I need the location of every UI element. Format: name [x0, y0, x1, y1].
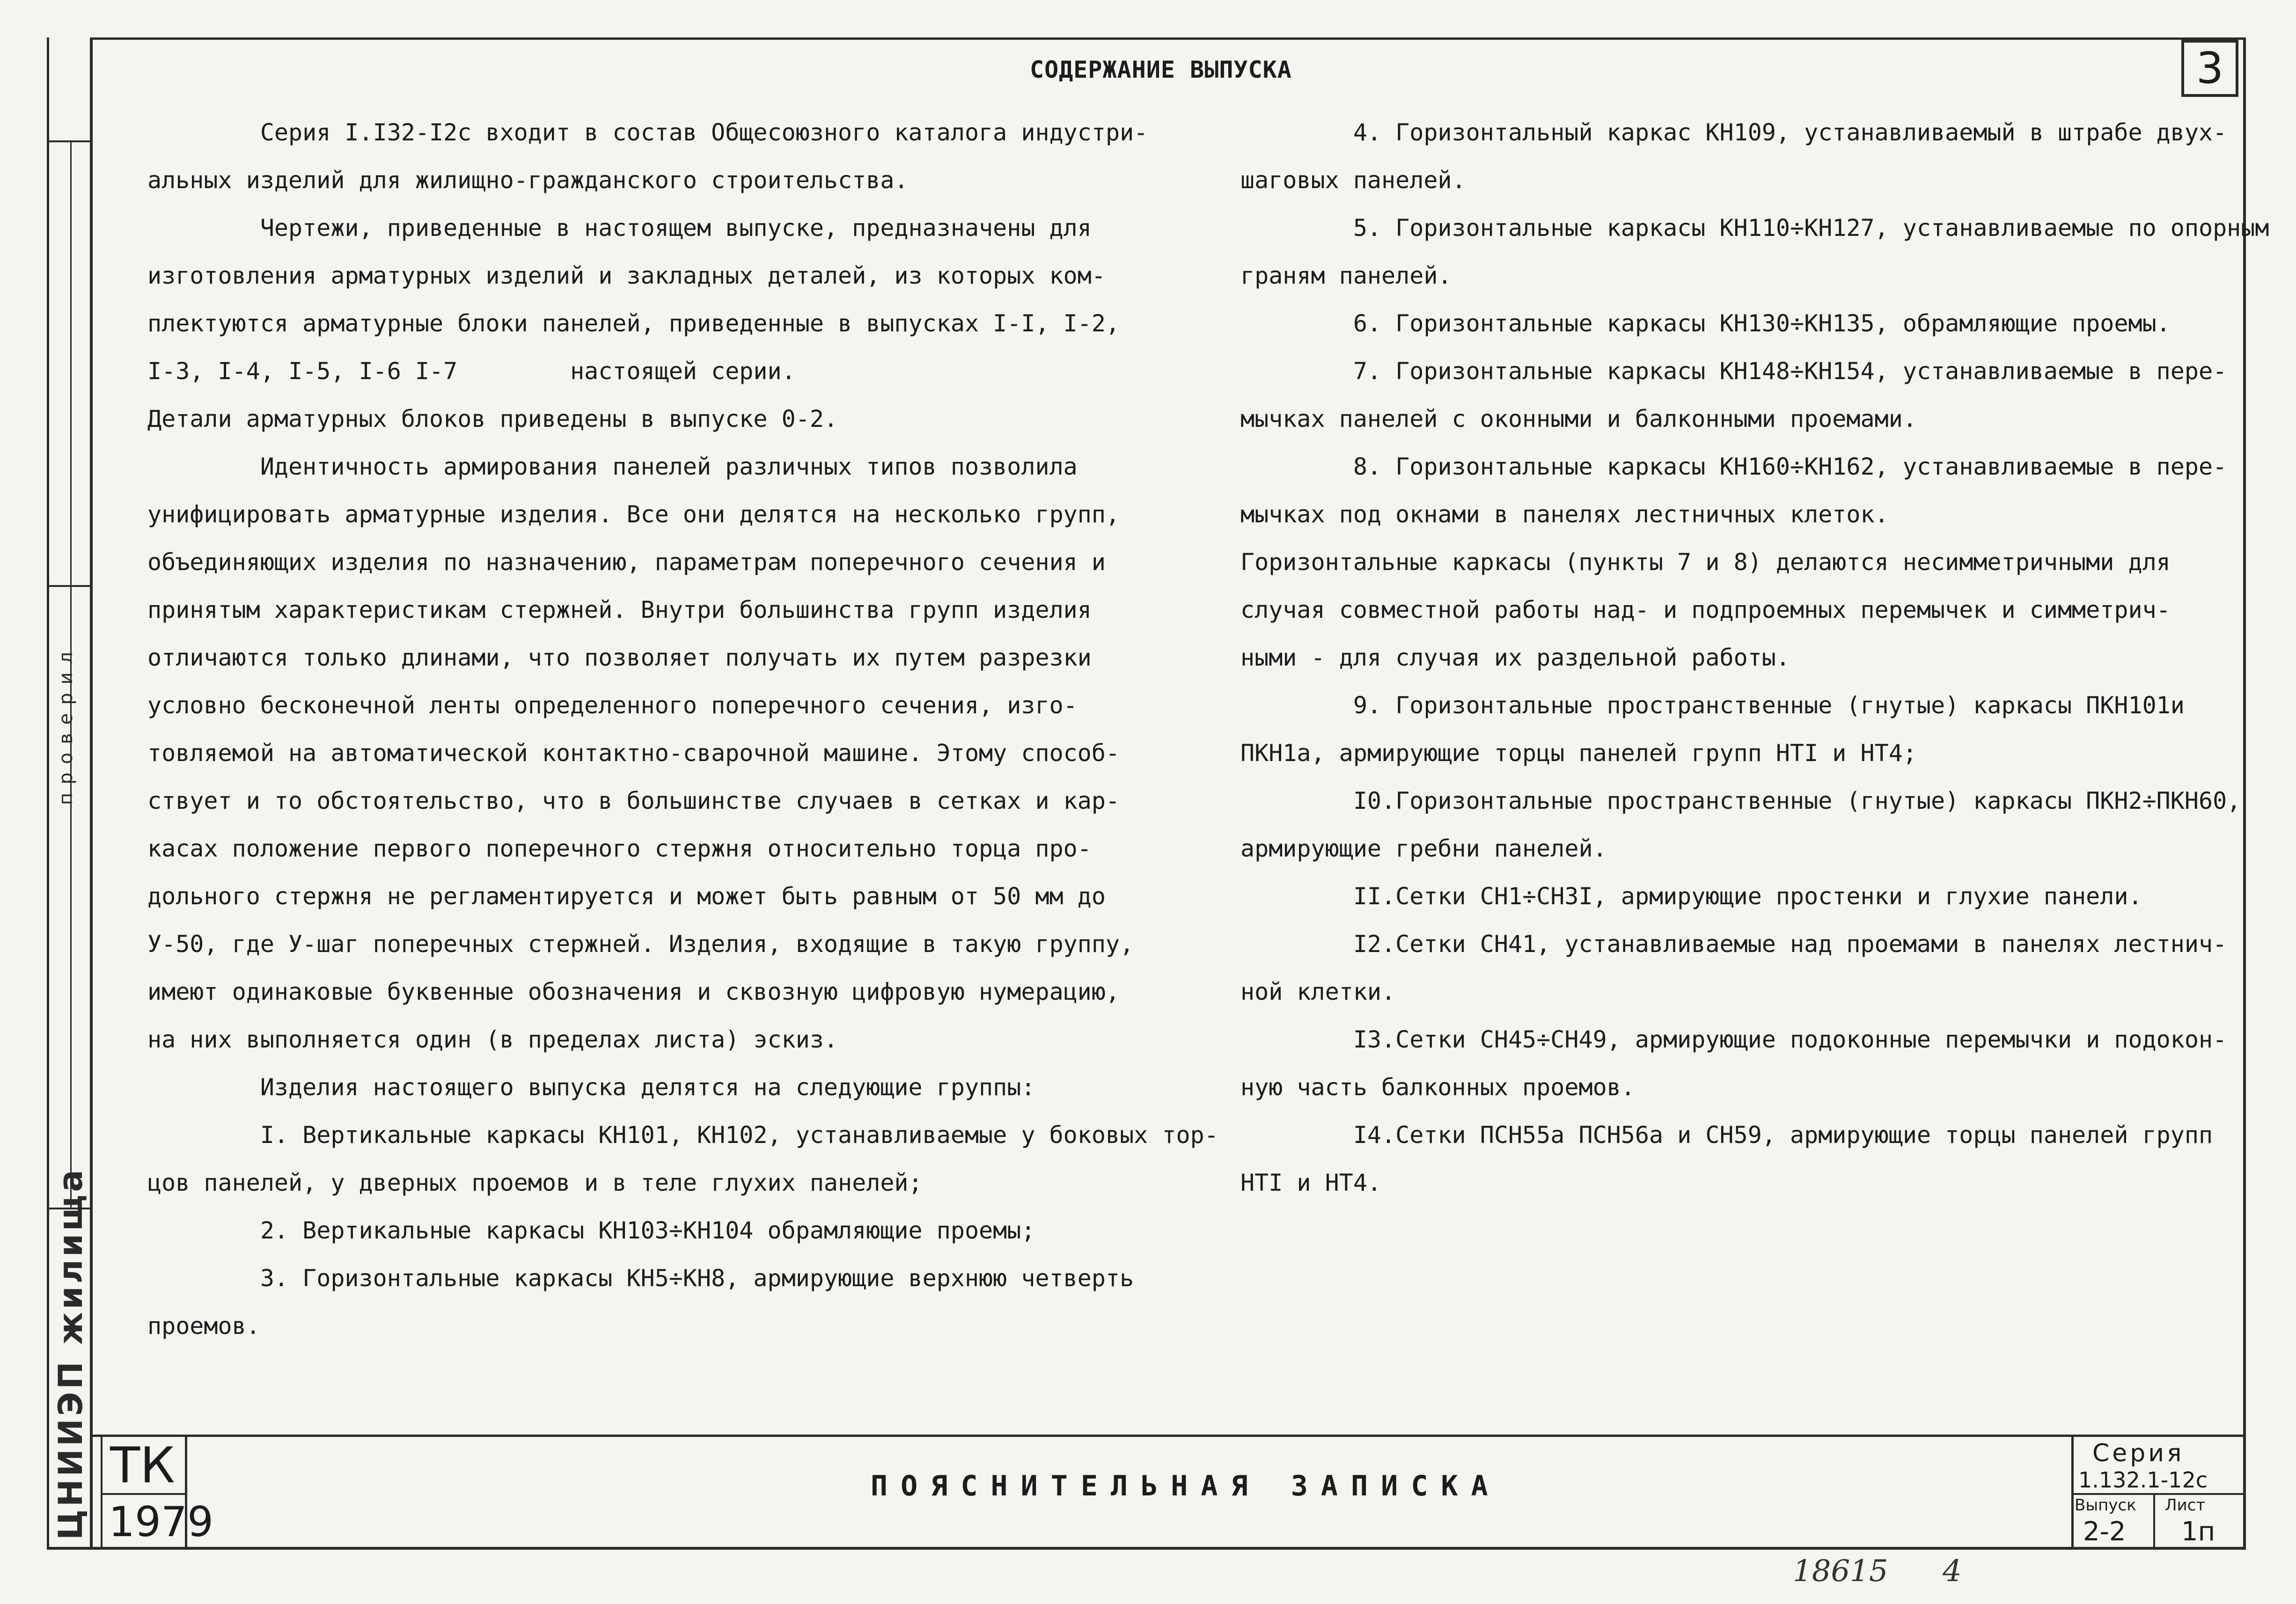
text-line: I2.Сетки СН41, устанавливаемые над проемами в панелях лестнич- [1240, 930, 2227, 958]
frame-bottom-line [47, 1547, 2246, 1550]
document-title: ПОЯСНИТЕЛЬНАЯ ЗАПИСКА [871, 1470, 1501, 1502]
text-line: унифицировать арматурные изделия. Все они делятся на несколько групп, [147, 501, 1120, 528]
text-line: 6. Горизонтальные каркасы КН130÷КН135, обрамляющие проемы. [1240, 310, 2171, 337]
text-line: I3.Сетки СН45÷СН49, армирующие подоконные перемычки и подокон- [1240, 1026, 2227, 1053]
text-line: 8. Горизонтальные каркасы КН160÷КН162, устанавливаемые в пере- [1240, 453, 2227, 480]
text-line: Идентичность армирования панелей различных типов позволила [147, 453, 1078, 480]
strip-left-line [47, 37, 49, 1549]
text-line: Детали арматурных блоков приведены в выпуске 0-2. [147, 405, 838, 432]
text-line: условно бесконечной ленты определенного поперечного сечения, изго- [147, 692, 1078, 719]
text-line: имеют одинаковые буквенные обозначения и сквозную цифровую нумерацию, [147, 978, 1120, 1005]
text-line: Изделия настоящего выпуска делятся на следующие группы: [147, 1074, 1035, 1101]
org-code: ТК [110, 1437, 175, 1494]
text-line: объединяющих изделия по назначению, параметрам поперечного сечения и [147, 549, 1106, 576]
strip-divider [47, 585, 91, 587]
text-line: 4. Горизонтальный каркас КН109, устанавливаемый в штрабе двух- [1240, 119, 2227, 146]
series-box-mid-line [2071, 1493, 2245, 1495]
text-line: Горизонтальные каркасы (пункты 7 и 8) делаются несимметричными для [1240, 549, 2171, 576]
text-line: граням панелей. [1240, 262, 1452, 289]
text-line: ствует и то обстоятельство, что в большинстве случаев в сетках и кар- [147, 787, 1120, 814]
text-line: II.Сетки СН1÷СН3I, армирующие простенки и глухие панели. [1240, 883, 2142, 910]
text-line: НТI и НТ4. [1240, 1169, 1382, 1196]
text-line: армирующие гребни панелей. [1240, 835, 1607, 862]
text-line: 5. Горизонтальные каркасы КН110÷КН127, устанавливаемые по опорным [1240, 214, 2269, 242]
right-text-column [1240, 109, 2269, 1207]
text-line: принятым характеристикам стержней. Внутри большинства групп изделия [147, 596, 1092, 623]
frame-top-line [90, 37, 2243, 40]
text-line: I. Вертикальные каркасы КН101, КН102, устанавливаемые у боковых тор- [147, 1121, 1218, 1149]
text-line: 2. Вертикальные каркасы КН103÷КН104 обрамляющие проемы; [147, 1217, 1035, 1244]
text-line: У-50, где У-шаг поперечных стержней. Изделия, входящие в такую группу, [147, 930, 1134, 958]
check-vertical-label: проверил [55, 643, 77, 805]
sheet-label: Лист [2165, 1496, 2206, 1515]
year-label: 1979 [109, 1498, 213, 1546]
issue-value: 2-2 [2083, 1516, 2126, 1547]
text-line: проемов. [147, 1312, 260, 1340]
strip-divider [47, 140, 91, 142]
text-line: плектуются арматурные блоки панелей, приведенные в выпусках I-I, I-2, [147, 310, 1120, 337]
text-line: I0.Горизонтальные пространственные (гнутые) каркасы ПКН2÷ПКН60, [1240, 787, 2241, 814]
text-line: Чертежи, приведенные в настоящем выпуске, предназначены для [147, 214, 1092, 242]
series-label: Серия [2092, 1439, 2185, 1467]
text-line: 3. Горизонтальные каркасы КН5÷КН8, армирующие верхнюю четверть [147, 1265, 1134, 1292]
text-line: дольного стержня не регламентируется и может быть равным от 50 мм до [147, 883, 1106, 910]
text-line: Серия I.I32-I2с входит в состав Общесоюзного каталога индустри- [147, 119, 1148, 146]
series-box-left-line [2071, 1435, 2074, 1549]
tk-box-left-line [101, 1435, 103, 1549]
text-line: отличаются только длинами, что позволяет получать их путем разрезки [147, 644, 1092, 671]
text-line: 9. Горизонтальные пространственные (гнутые) каркасы ПКН101и [1240, 692, 2185, 719]
text-line: I-3, I-4, I-5, I-6 I-7 настоящей серии. [147, 358, 796, 385]
text-line: ными - для случая их раздельной работы. [1240, 644, 1790, 671]
text-line: касах положение первого поперечного стержня относительно торца про- [147, 835, 1092, 862]
page-number-box: 3 [2181, 40, 2238, 97]
title-block-top-line [90, 1435, 2243, 1437]
frame-left-line [90, 37, 93, 1549]
left-text-column [147, 109, 1218, 1350]
text-line: I4.Сетки ПСН55а ПСН56а и СН59, армирующие торцы панелей групп [1240, 1121, 2213, 1149]
text-line: мычках панелей с оконными и балконными проемами. [1240, 405, 1917, 432]
text-line: мычках под окнами в панелях лестничных клеток. [1240, 501, 1889, 528]
text-line: 7. Горизонтальные каркасы КН148÷КН154, устанавливаемые в пере- [1240, 358, 2227, 385]
series-box-split-line [2153, 1493, 2155, 1549]
text-line: цов панелей, у дверных проемов и в теле глухих панелей; [147, 1169, 923, 1196]
page-title: СОДЕРЖАНИЕ ВЫПУСКА [1030, 56, 1292, 83]
text-line: изготовления арматурных изделий и закладных деталей, из которых ком- [147, 262, 1106, 289]
inventory-number: 18615 [1793, 1554, 1888, 1589]
text-line: ПКН1а, армирующие торцы панелей групп НТI и НТ4; [1240, 740, 1917, 767]
sheet-value: 1п [2181, 1516, 2215, 1547]
issue-label: Выпуск [2075, 1496, 2136, 1515]
copy-number: 4 [1943, 1554, 1962, 1589]
text-line: случая совместной работы над- и подпроемных перемычек и симметрич- [1240, 596, 2171, 623]
text-line: товляемой на автоматической контактно-сварочной машине. Этому способ- [147, 740, 1120, 767]
text-line: на них выполняется один (в пределах листа) эскиз. [147, 1026, 838, 1053]
text-line: ной клетки. [1240, 978, 1396, 1005]
series-value: 1.132.1-12с [2078, 1467, 2208, 1493]
text-line: шаговых панелей. [1240, 167, 1466, 194]
text-line: ную часть балконных проемов. [1240, 1074, 1635, 1101]
text-line: альных изделий для жилищно-гражданского строительства. [147, 167, 909, 194]
organization-vertical-label: ЦНИИЭП жилища [51, 1167, 90, 1540]
